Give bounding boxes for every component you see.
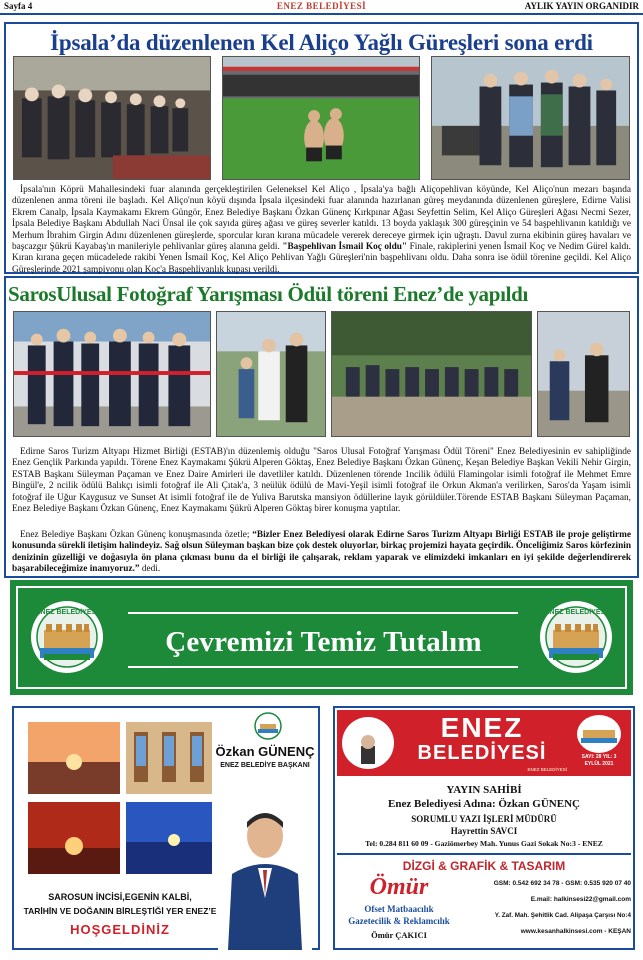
article2-quote-bold: “Bizler Enez Belediyesi olarak Edirne Saros Turizm Altyapı Birliği ESTAB ile proje geliştirme konusunda sürekli iletişim halindeyiz. Sağ olsun Süleyman başkan bize çok destek oluyorlar, birkaç projemizi hayata geçirdik. Önceliğimiz Saros körfezinin denizinin güzelliği ve doğasıyla ön plana çıkması bunu da el birliği ile çalışarak, reklam yaparak ve elimizdeki imkanları en iyi şekilde değerlendirerek başarabileceğimize inanıyoruz.” — [12, 530, 631, 575]
article2-quote-tail: dedi. — [139, 564, 161, 575]
printer-logo: Ömür — [369, 874, 429, 900]
colophon-divider — [337, 853, 631, 855]
design-label: DİZGİ & GRAFİK & TASARIM — [402, 859, 566, 873]
article1-body-tail: Finale, rakiplerini yenen İsmail Koç ve Nedim Gürel kaldı. Kıran kırana geçen mücadelede rakibi Yenen İsmail Koç, Kel Aliço Pehlivan Yağlı Güreşleri'nin başpehlivanı oldu. Daha sonra ise ödül törenine geçildi. Kel Aliço Güreşlerinde 2021 şampiyonu olan Koç'a Başpehlivanlık kupası verildi. — [12, 242, 632, 275]
masthead-rule — [0, 13, 643, 15]
brand-sub: ENEZ BELEDİYESİ — [527, 767, 567, 772]
publisher-label: YAYIN SAHİBİ — [446, 784, 522, 796]
article1-body-text: İpsala'nın Köprü Mahallesindeki fuar alanında gerçekleştirilen Geleneksel Kel Aliço , İpsala'ya bağlı Aliçopehlivan köyünde, Kel Aliço'nun mezarı başında düzenlenen anma töreni ile başladı. Kel Aliço'nun köyü dışında İpsala ilçesindeki fuar alanında hazırlanan güreş meydanında düzenlenen güreşlere, Edirne Valisi Ekrem Canalp, İpsala Kaymakamı Ekrem Güngör, Enez Belediye Başkanı Özkan Günenç Kırkpınar Ağası Seyfettin Selim, Kel Aliço Güreşleri Ağası Necmi Sezer, İpsala Belediye Başkanı Abdullah Naci Ünsal ile çok sayıda güreş ağası ve güreş severler katıldı. 13 boyda yaklaşık 300 güreşçinin ve 54 başpehlivanın katıldığı ve Merhum İbrahim Girgin Adını düzenlenen güreşlerde, sporcular kıran kırana mücadele vererek dereceye girmek için uğraştı. Davul zurna ekibinin güreş havaları ve başcazgır Şükrü Kayabaş'ın manileriyle pehlivanlar güreş alanına geldi. — [12, 185, 631, 253]
page-number: Sayfa 4 — [4, 1, 33, 11]
clean-environment-banner — [10, 580, 633, 695]
printer-owner: Ömür ÇAKICI — [371, 930, 427, 940]
article1-photo-wrestlers — [222, 56, 420, 180]
article2-photo-audience — [331, 311, 532, 437]
article1-photo-officials — [431, 56, 630, 180]
banner-border — [16, 586, 627, 689]
mayor-portrait — [218, 778, 312, 950]
ad-welcome: HOŞGELDİNİZ — [70, 922, 170, 937]
ad-slogan-line2: TARİHİN VE DOĞANIN BİRLEŞTİĞİ YER ENEZ’E — [23, 906, 217, 916]
web-line: www.kesanhalkinsesi.com - KEŞAN — [520, 928, 631, 935]
colophon-logo — [575, 714, 623, 754]
contact-line: Tel: 0.284 811 60 09 - Gaziömerbey Mah. Yunus Gazi Sokak No:3 - ENEZ — [365, 839, 603, 848]
enez-logo-right-label: ENEZ BELEDİYESİ — [544, 609, 608, 616]
brand-enez: ENEZ — [440, 712, 524, 743]
issue-month: EYLÜL 2021 — [584, 761, 614, 767]
mayor-name: Özkan GÜNENÇ — [215, 744, 315, 759]
editor-value: Hayrettin SAVCI — [450, 826, 518, 836]
article2-title: SarosUlusal Fotoğraf Yarışması Ödül töreni Enez’de yapıldı — [8, 282, 529, 306]
gsm-line: GSM: 0.542 692 34 78 - GSM: 0.535 920 07 40 — [493, 880, 631, 887]
article2-quote-lead: Enez Belediye Başkanı Özkan Günenç konuşmasında özetle; — [20, 530, 253, 540]
ad-photo-church — [126, 722, 212, 794]
ad-slogan-line1: SAROSUN İNCİSİ,EGENİN KALBİ, — [48, 892, 192, 902]
article1-photo-audience — [13, 56, 211, 180]
article1-body — [12, 185, 631, 276]
enez-logo-left-label: ENEZ BELEDİYESİ — [35, 609, 99, 616]
banner-line-top — [128, 612, 518, 614]
enez-logo-left — [30, 600, 104, 674]
ataturk-portrait — [341, 716, 395, 770]
ad-photo-sunset — [28, 722, 120, 794]
brand-belediyesi: BELEDİYESİ — [417, 742, 547, 764]
editor-label: SORUMLU YAZI İŞLERİ MÜDÜRÜ — [411, 814, 557, 824]
article2-photo-award — [216, 311, 326, 437]
email-line: E.mail: halkinsesi22@gmail.com — [530, 896, 631, 903]
masthead — [0, 0, 643, 14]
ad-photo-sun-red — [28, 802, 120, 874]
colophon-box — [333, 706, 635, 950]
article2-body-text: Edirne Saros Turizm Altyapı Hizmet Birliği (ESTAB)'ın düzenlemiş olduğu "Saros Ulusal Fotoğraf Yarışması Ödül Töreni" Enez Belediyesinin ev sahipliğinde Enez Gençlik Parkında yapıldı. Törene Enez Kaymakamı Şükrü Alperen Göktaş, Enez Belediye Başkanı Özkan Günenç, Keşan Belediye Başkan Vekili Nehir Girgin, ESTAB Başkanı Süleyman Paçaman ve Enez Daire Amirleri ile davetliler katıldı. Düzenlenen törende 1ncilik ödülü Flamingolar isimli fotoğraf ile Mehmet Emre Bingül'e, 2 ncilik ödülü Balıkçı isimli fotoğraf ile Ali Çıtak'a, 3 neülük ödülü de Mavi-Yeşil isimli fotoğraf ile Orkun Akman'a verilirken, Saros'da Yaşam isimli fotoğraf ile Uğur Kaygusuz ve Sunset At isimli fotoğraf ile de Yuliva Barutska mansiyon ödüllerine layık görüldüler.Törende ESTAB Başkanı Süleyman Paçaman, Enez Belediye Başkanı Özkan Günenç, Enez Kaymakamı Şükrü Alperen Göktaş birer konuşma yaptılar. — [12, 447, 631, 515]
article1-body-bold: "Başpehlivan İsmail Koç oldu" — [282, 242, 408, 253]
ad-small-logo — [254, 712, 282, 740]
article2-photo-ribbon — [13, 311, 211, 437]
printer-line1: Ofset Matbaacılık — [364, 904, 434, 914]
mayor-welcome-ad — [12, 706, 320, 950]
ad-photo-sea — [126, 802, 212, 874]
edition-label: AYLIK YAYIN ORGANIDIR — [524, 1, 639, 11]
issue-number: SAYI: 28 YIL: 3 — [581, 754, 617, 760]
banner-slogan: Çevremizi Temiz Tutalım — [165, 626, 482, 658]
colophon-header — [337, 710, 631, 776]
publisher-value: Enez Belediyesi Adına: Özkan GÜNENÇ — [388, 798, 580, 810]
enez-logo-right — [539, 600, 613, 674]
address-line: Y. Zaf. Mah. Şehitlik Cad. Alipaşa Çarşısı No:4 — [494, 912, 631, 919]
banner-line-bottom — [128, 666, 518, 668]
mayor-role: ENEZ BELEDİYE BAŞKANI — [220, 762, 310, 769]
printer-line2: Gazetecilik & Reklamcılık — [348, 916, 450, 926]
article2-photo-speaker — [537, 311, 630, 437]
article1-title: İpsala’da düzenlenen Kel Aliço Yağlı Güreşleri sona erdi — [50, 30, 593, 55]
article2-body — [12, 447, 631, 515]
article2-quote — [12, 530, 631, 576]
paper-name: ENEZ BELEDİYESİ — [276, 1, 367, 11]
